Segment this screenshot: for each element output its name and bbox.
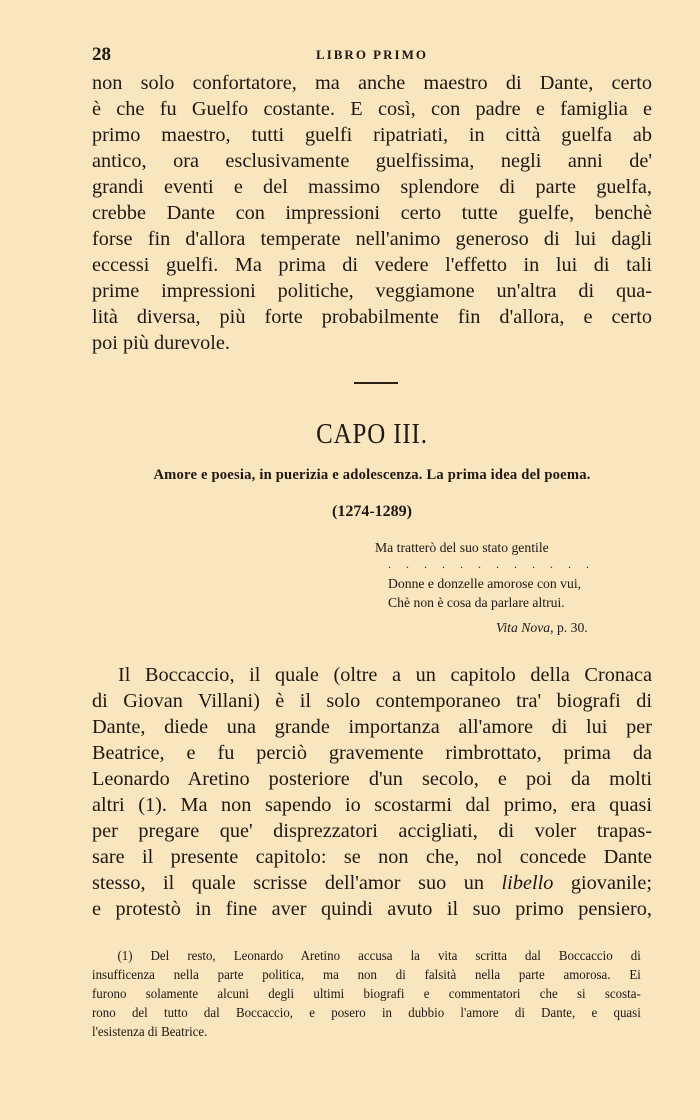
epigraph-line: Donne e donzelle amorose con vui, <box>388 576 582 591</box>
text-segment: stesso, il quale scrisse dell'amor suo un <box>92 872 485 894</box>
text-line: grandi eventi e del massimo splendore di parte guelfa, <box>92 176 652 198</box>
epigraph-line: Chè non è cosa da parlare altrui. <box>388 595 565 610</box>
text-line: primo maestro, tutti guelfi ripatriati, in città guelfa ab <box>92 124 652 146</box>
text-line: è che fu Guelfo costante. E così, con padre e famiglia e <box>92 98 652 120</box>
chapter-subtitle: Amore e poesia, in puerizia e adolescenza. La prima idea del poema. <box>153 467 591 483</box>
text-line <box>92 870 652 896</box>
text-line: forse fin d'allora temperate nell'animo generoso di lui dagli <box>92 228 652 250</box>
text-line: poi più durevole. <box>92 332 230 354</box>
text-line: eccessi guelfi. Ma prima di vedere l'effetto in lui di tali <box>92 254 652 276</box>
epigraph-source-title: Vita Nova <box>496 620 551 635</box>
footnote-line: rono del tutto dal Boccaccio, e posero in dubbio l'amore di Dante, e quasi <box>92 1005 641 1020</box>
text-line: Beatrice, e fu perciò gravemente rimbrottato, prima da <box>92 742 652 764</box>
footnote-line: l'esistenza di Beatrice. <box>92 1024 208 1039</box>
text-segment: giovanile; <box>570 872 652 894</box>
text-line: Leonardo Aretino posteriore d'un secolo, e poi da molti <box>92 768 652 790</box>
text-line: di Giovan Villani) è il solo contemporaneo tra' biografi di <box>92 690 652 712</box>
chapter-dates: (1274-1289) <box>332 503 412 520</box>
page-number: 28 <box>92 44 111 65</box>
footnote-line: furono solamente alcuni degli ultimi biografi e commentatori che si scosta- <box>92 986 641 1001</box>
chapter-title: CAPO III. <box>316 418 428 450</box>
text-line: non solo confortatore, ma anche maestro di Dante, certo <box>92 72 652 94</box>
epigraph-source <box>496 620 588 636</box>
epigraph-ellipsis: . . . . . . . . . . . . <box>388 557 595 571</box>
text-line: altri (1). Ma non sapendo io scostarmi dal primo, era quasi <box>92 794 652 816</box>
text-line: e protestò in fine aver quindi avuto il suo primo pensiero, <box>92 898 652 920</box>
italic-word: libello <box>501 872 554 894</box>
text-line: Il Boccaccio, il quale (oltre a un capitolo della Cronaca <box>118 664 652 686</box>
text-line: Dante, diede una grande importanza all'amore di lui per <box>92 716 652 738</box>
text-line: prime impressioni politiche, veggiamone un'altra di qua- <box>92 280 652 302</box>
text-line: crebbe Dante con impressioni certo tutte guelfe, benchè <box>92 202 652 224</box>
page-header <box>92 44 652 68</box>
running-head: LIBRO PRIMO <box>316 47 428 62</box>
text-line: lità diversa, più forte probabilmente fin d'allora, e certo <box>92 306 652 328</box>
footnote-line: insufficenza nella parte politica, ma non di falsità nella parte amorosa. Ei <box>92 967 641 982</box>
text-line: per pregare que' disprezzatori accigliati, di voler trapas- <box>92 820 652 842</box>
text-line: antico, ora esclusivamente guelfissima, negli anni de' <box>92 150 652 172</box>
section-divider <box>354 382 398 384</box>
epigraph-line: Ma tratterò del suo stato gentile <box>375 540 549 555</box>
footnote-line: (1) Del resto, Leonardo Aretino accusa la vita scritta dal Boccaccio di <box>117 948 641 963</box>
text-line: sare il presente capitolo: se non che, nol concede Dante <box>92 846 652 868</box>
epigraph-source-page: , p. 30. <box>550 620 588 635</box>
